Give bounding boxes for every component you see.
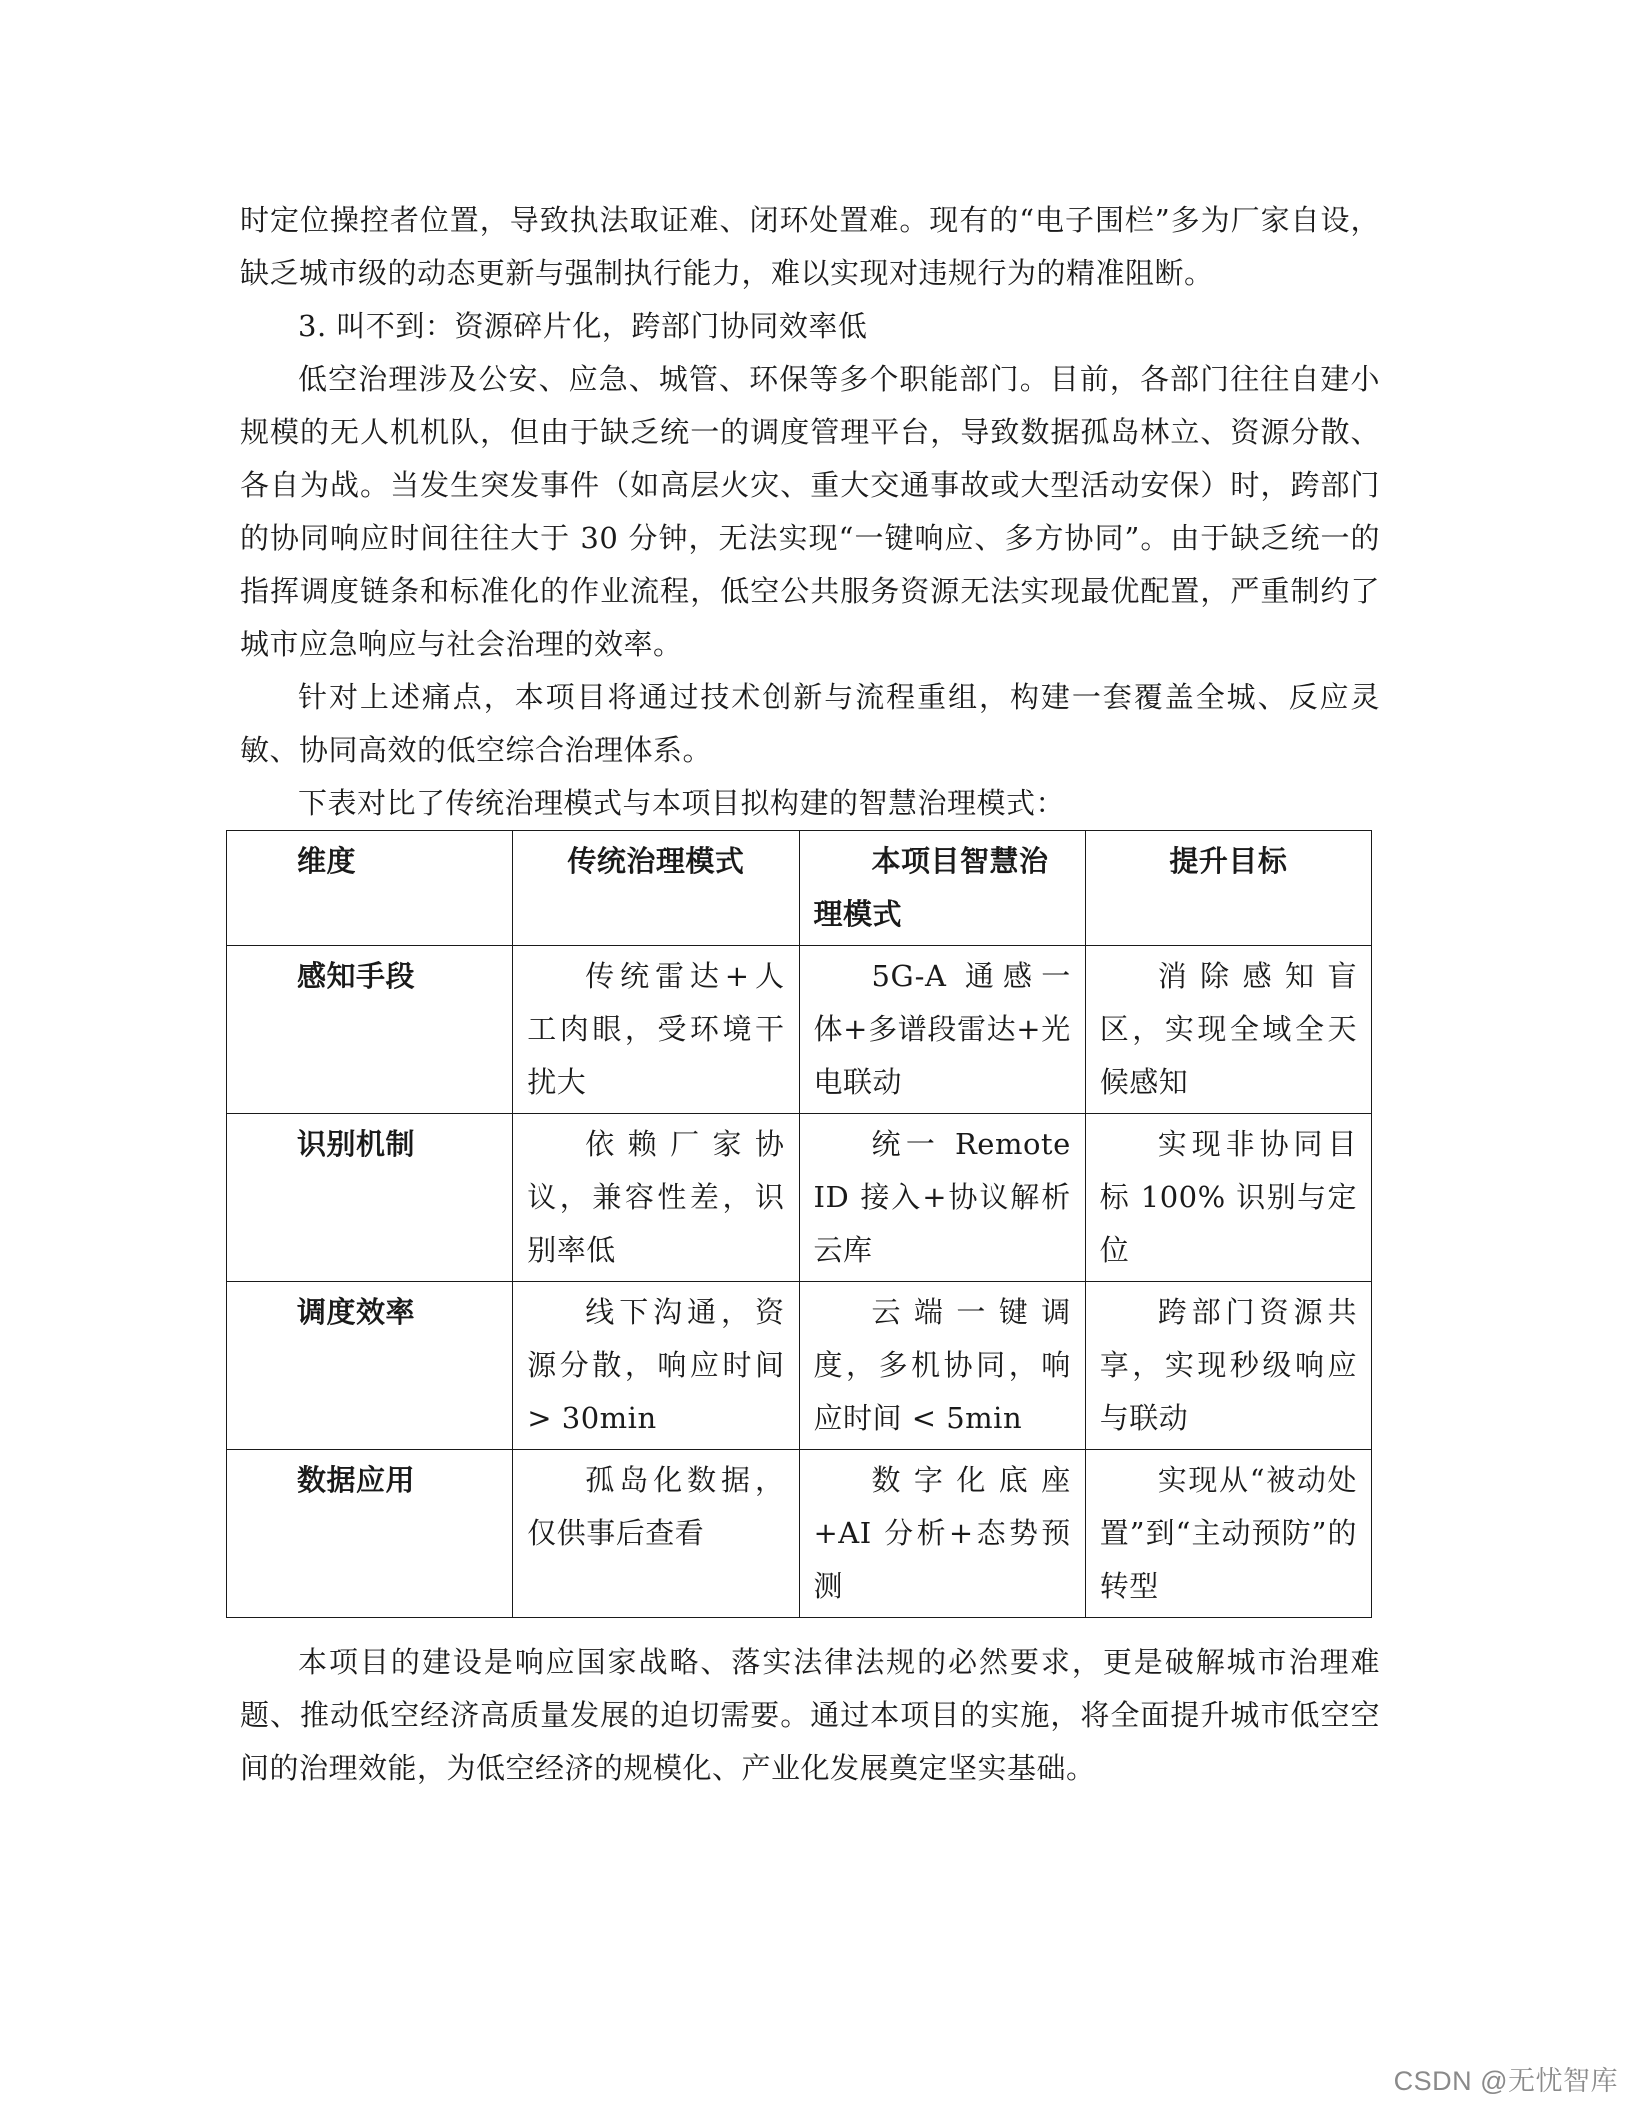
intro-paragraph-1: 时定位操控者位置，导致执法取证难、闭环处置难。现有的“电子围栏”多为厂家自设，缺乏城市级的动态更新与强制执行能力，难以实现对违规行为的精准阻断。 (240, 203, 1380, 290)
header-smart: 本项目智慧治理模式 (799, 831, 1085, 946)
table-caption: 下表对比了传统治理模式与本项目拟构建的智慧治理模式： (298, 786, 1066, 820)
row-dimension: 感知手段 (227, 946, 513, 1114)
row-goal: 实现非协同目标 100% 识别与定位 (1085, 1114, 1371, 1282)
row-dimension: 数据应用 (227, 1450, 513, 1618)
intro-paragraph-2: 低空治理涉及公安、应急、城管、环保等多个职能部门。目前，各部门往往自建小规模的无人机机队，但由于缺乏统一的调度管理平台，导致数据孤岛林立、资源分散、各自为战。当发生突发事件（如高层火灾、重大交通事故或大型活动安保）时，跨部门的协同响应时间往往大于 30 分钟，无法实现“一键响应、多方协同”。由于缺乏统一的指挥调度链条和标准化的作业流程，低空公共服务资源无法实现最优配置，严重制约了城市应急响应与社会治理的效率。 (240, 362, 1380, 661)
header-dimension: 维度 (227, 831, 513, 946)
section-heading-3: 3. 叫不到：资源碎片化，跨部门协同效率低 (298, 309, 868, 343)
row-dimension: 调度效率 (227, 1282, 513, 1450)
intro-paragraph-3: 针对上述痛点，本项目将通过技术创新与流程重组，构建一套覆盖全城、反应灵敏、协同高效的低空综合治理体系。 (240, 680, 1380, 767)
row-traditional: 孤岛化数据，仅供事后查看 (513, 1450, 799, 1618)
conclusion-section (240, 1636, 1380, 1795)
row-dimension: 识别机制 (227, 1114, 513, 1282)
header-traditional: 传统治理模式 (513, 831, 799, 946)
conclusion-paragraph: 本项目的建设是响应国家战略、落实法律法规的必然要求，更是破解城市治理难题、推动低空经济高质量发展的迫切需要。通过本项目的实施，将全面提升城市低空空间的治理效能，为低空经济的规模化、产业化发展奠定坚实基础。 (240, 1645, 1380, 1785)
table-row (227, 1450, 1372, 1618)
table-row (227, 946, 1372, 1114)
row-traditional: 依赖厂家协议，兼容性差，识别率低 (513, 1114, 799, 1282)
table-row (227, 1282, 1372, 1450)
header-goal: 提升目标 (1085, 831, 1371, 946)
row-smart: 5G-A 通感一体+多谱段雷达+光电联动 (799, 946, 1085, 1114)
row-traditional: 线下沟通，资源分散，响应时间 > 30min (513, 1282, 799, 1450)
table-row (227, 1114, 1372, 1282)
row-goal: 实现从“被动处置”到“主动预防”的转型 (1085, 1450, 1371, 1618)
table-header-row (227, 831, 1372, 946)
intro-section (240, 194, 1380, 830)
row-smart: 数字化底座+AI 分析+态势预测 (799, 1450, 1085, 1618)
row-goal: 消除感知盲区，实现全域全天候感知 (1085, 946, 1371, 1114)
row-goal: 跨部门资源共享，实现秒级响应与联动 (1085, 1282, 1371, 1450)
comparison-table (226, 830, 1372, 1618)
watermark: CSDN @无忧智库 (1393, 2066, 1618, 2096)
row-smart: 统一 Remote ID 接入+协议解析云库 (799, 1114, 1085, 1282)
row-smart: 云端一键调度，多机协同，响应时间 < 5min (799, 1282, 1085, 1450)
row-traditional: 传统雷达+人工肉眼，受环境干扰大 (513, 946, 799, 1114)
